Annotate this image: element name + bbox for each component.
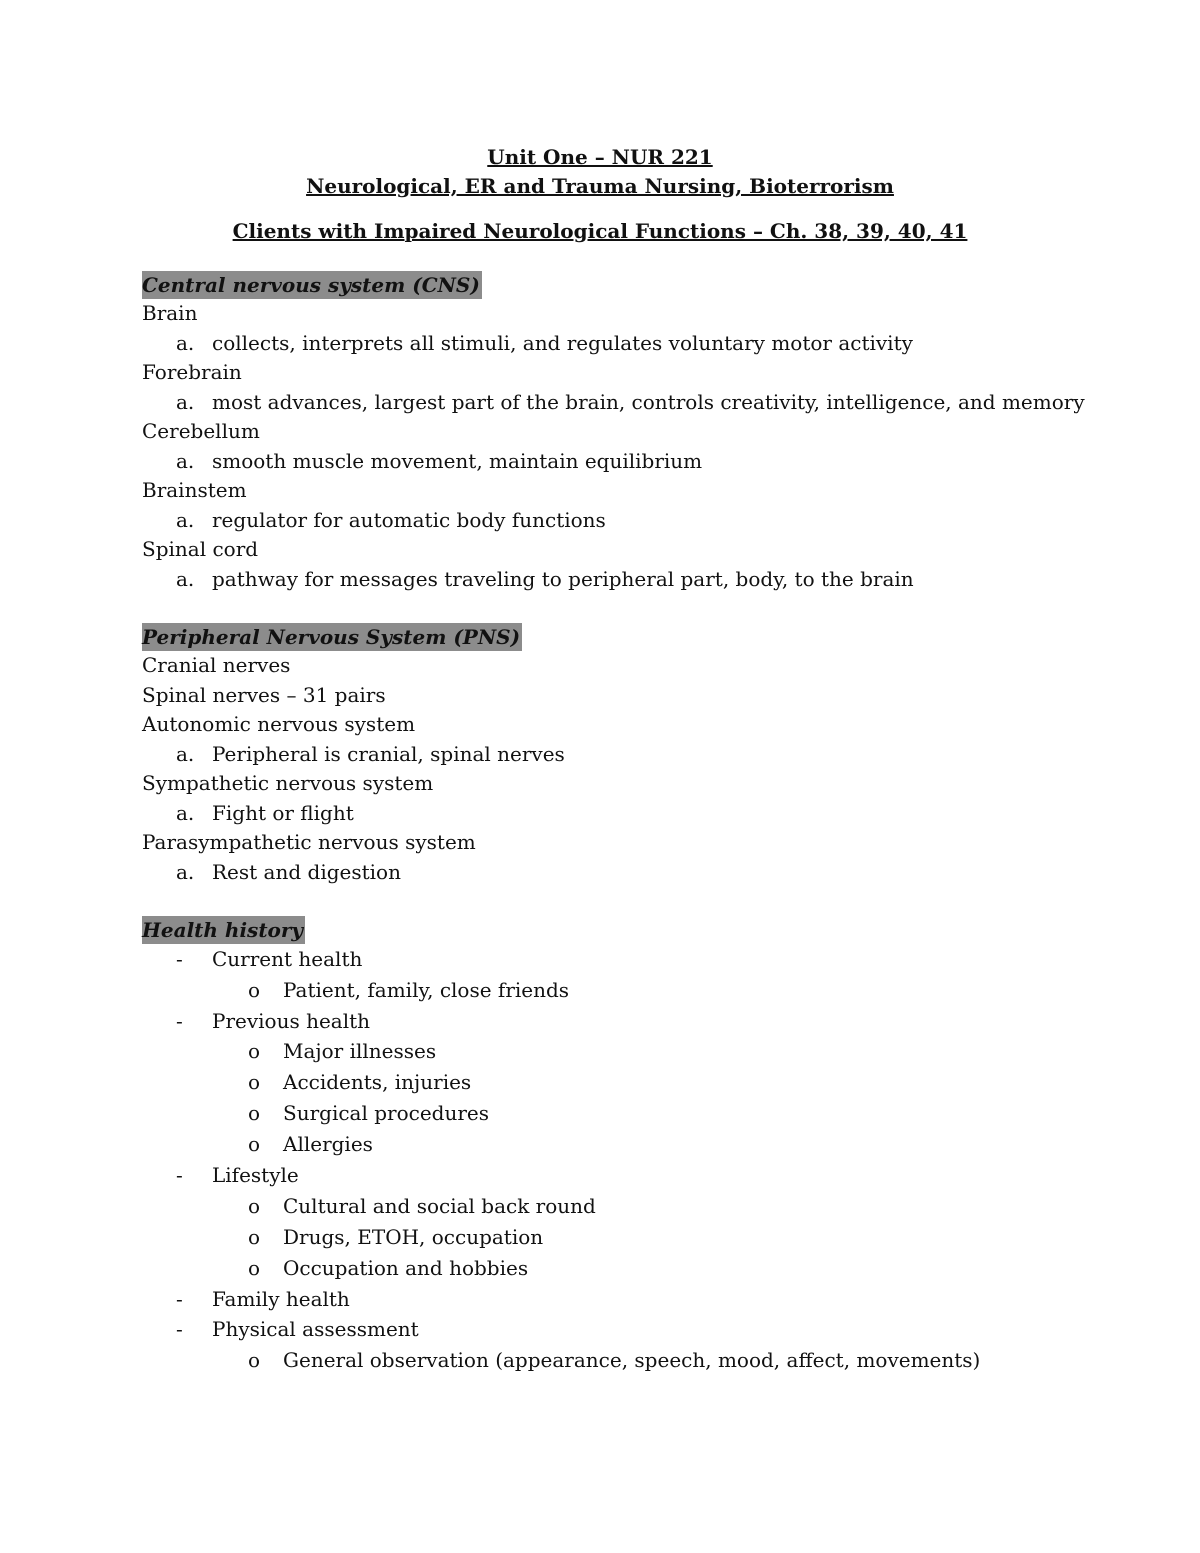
- notes-content: [142, 271, 1142, 1405]
- sub-bullet-item: o Patient, family, close friends: [142, 975, 1142, 1006]
- circle-marker: o: [248, 1132, 261, 1156]
- list-item: Cranial nerves: [142, 653, 291, 677]
- circle-marker: o: [248, 1039, 261, 1063]
- course-title: Neurological, ER and Trauma Nursing, Bioterrorism: [306, 174, 894, 198]
- sub-bullet-item: o Cultural and social back round: [142, 1191, 1142, 1222]
- list-marker: a.: [176, 800, 195, 825]
- circle-marker: o: [248, 1101, 261, 1125]
- sub-item: a. regulator for automatic body functions: [142, 506, 1142, 536]
- sub-bullet-item: o Allergies: [142, 1129, 1142, 1160]
- sub-item: a. Fight or flight: [142, 799, 1142, 829]
- sub-item: a. pathway for messages traveling to peripheral part, body, to the brain: [142, 565, 1142, 595]
- pns-section: [142, 623, 1142, 887]
- bullet-item: - Physical assessment: [142, 1314, 1142, 1345]
- sub-bullet-item: o Drugs, ETOH, occupation: [142, 1222, 1142, 1253]
- list-marker: a.: [176, 741, 195, 766]
- sub-bullet-item: o Accidents, injuries: [142, 1067, 1142, 1098]
- list-marker: a.: [176, 448, 195, 473]
- circle-marker: o: [248, 1224, 261, 1249]
- bullet-item: - Previous health: [142, 1006, 1142, 1037]
- circle-marker: o: [248, 977, 261, 1002]
- health-history-heading: Health history: [142, 918, 304, 942]
- unit-title: Unit One – NUR 221: [487, 145, 713, 169]
- list-item: Sympathetic nervous system: [142, 771, 434, 795]
- dash-marker: -: [176, 947, 183, 971]
- circle-marker: o: [248, 1070, 261, 1094]
- cns-heading: Central nervous system (CNS): [142, 273, 480, 297]
- list-item: Parasympathetic nervous system: [142, 830, 476, 854]
- pns-heading: Peripheral Nervous System (PNS): [142, 625, 521, 649]
- title-block: [0, 143, 1200, 246]
- bullet-item: - Family health: [142, 1284, 1142, 1315]
- list-item: Brainstem: [142, 478, 247, 502]
- sub-item: a. Rest and digestion: [142, 858, 1142, 888]
- sub-bullet-item: o Surgical procedures: [142, 1098, 1142, 1129]
- circle-marker: o: [248, 1193, 261, 1218]
- sub-bullet-item: o Major illnesses: [142, 1036, 1142, 1067]
- sub-bullet-item: o General observation (appearance, speech, mood, affect, movements): [142, 1345, 1142, 1376]
- sub-item: a. most advances, largest part of the brain, controls creativity, intelligence, and memory: [142, 388, 1142, 418]
- list-item: Brain: [142, 301, 198, 325]
- list-item: Spinal cord: [142, 537, 259, 561]
- dash-marker: -: [176, 1317, 183, 1341]
- dash-marker: -: [176, 1163, 183, 1187]
- list-item: Spinal nerves – 31 pairs: [142, 682, 386, 707]
- list-item: Forebrain: [142, 360, 242, 384]
- list-item: Cerebellum: [142, 419, 260, 443]
- health-history-section: [142, 916, 1142, 1376]
- circle-marker: o: [248, 1347, 261, 1372]
- list-marker: a.: [176, 507, 195, 532]
- list-item: Autonomic nervous system: [142, 712, 416, 736]
- bullet-item: - Current health: [142, 944, 1142, 975]
- cns-section: [142, 271, 1142, 594]
- circle-marker: o: [248, 1255, 261, 1280]
- chapter-title: Clients with Impaired Neurological Functions – Ch. 38, 39, 40, 41: [232, 219, 968, 243]
- list-marker: a.: [176, 566, 195, 591]
- sub-bullet-item: o Occupation and hobbies: [142, 1253, 1142, 1284]
- dash-marker: -: [176, 1008, 183, 1033]
- sub-item: a. smooth muscle movement, maintain equilibrium: [142, 447, 1142, 477]
- bullet-item: - Lifestyle: [142, 1160, 1142, 1191]
- sub-item: a. Peripheral is cranial, spinal nerves: [142, 740, 1142, 770]
- sub-item: a. collects, interprets all stimuli, and regulates voluntary motor activity: [142, 329, 1142, 359]
- list-marker: a.: [176, 330, 195, 355]
- list-marker: a.: [176, 389, 195, 414]
- list-marker: a.: [176, 859, 195, 884]
- dash-marker: -: [176, 1286, 183, 1311]
